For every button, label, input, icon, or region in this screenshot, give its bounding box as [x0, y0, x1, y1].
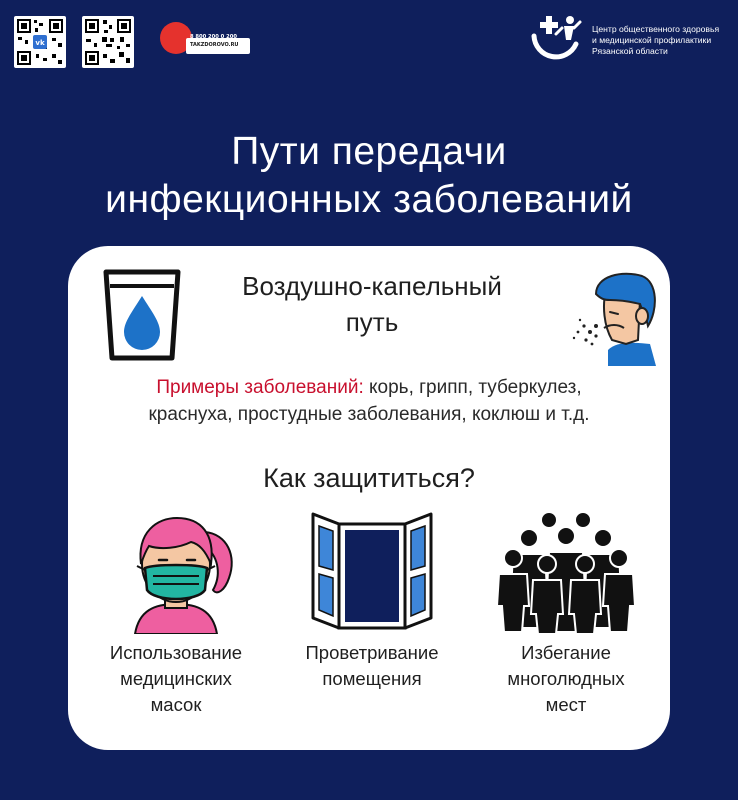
title-line: Пути передачи — [231, 130, 507, 173]
measure-label — [86, 640, 266, 718]
transmission-route — [192, 268, 552, 340]
qr-code — [82, 16, 134, 68]
examples-line — [68, 374, 670, 401]
info-card — [68, 246, 670, 750]
hotline-phone: 8 800 200 0 200 — [190, 34, 237, 40]
sneezing-person-icon — [566, 270, 658, 366]
measure-label-line: медицинских — [120, 668, 232, 689]
measure-label-line: Избегание — [521, 642, 611, 663]
route-line: Воздушно-капельный — [242, 271, 502, 301]
org-name-line: Рязанской области — [592, 46, 668, 56]
measure-label-line: масок — [150, 694, 202, 715]
org-name — [592, 24, 738, 57]
title-line: инфекционных заболеваний — [105, 178, 633, 221]
examples-label: Примеры заболеваний: — [156, 377, 364, 398]
water-glass-icon — [102, 268, 182, 362]
face-mask-icon — [109, 510, 243, 634]
hotline-logo — [160, 22, 252, 56]
protection-heading: Как защититься? — [263, 463, 475, 493]
hotline-site: TAKZDOROVO.RU — [190, 42, 239, 48]
org-name-line: и медицинской профилактики — [592, 35, 712, 45]
crowd-icon — [491, 510, 641, 634]
measure-label-line: многолюдных — [507, 668, 625, 689]
org-name-line: Центр общественного здоровья — [592, 24, 720, 34]
measure-label — [476, 640, 656, 718]
route-line: путь — [345, 307, 399, 337]
examples-text: корь, грипп, туберкулез, — [363, 377, 582, 398]
page-title — [0, 128, 738, 224]
measure-label-line: помещения — [322, 668, 422, 689]
measure-label-line: Проветривание — [305, 642, 439, 663]
measure-label-line: мест — [545, 694, 587, 715]
org-logo-icon — [526, 10, 586, 64]
svg-text:vk: vk — [35, 39, 45, 47]
measure-ventilation — [282, 510, 462, 692]
open-window-icon — [305, 510, 439, 634]
examples-line: краснуха, простудные заболевания, коклюш и т.д. — [148, 404, 590, 425]
measure-masks — [86, 510, 266, 718]
disease-examples — [68, 374, 670, 428]
measure-label-line: Использование — [109, 642, 243, 663]
measure-avoid-crowds — [476, 510, 656, 718]
qr-code-vk — [14, 16, 66, 68]
measure-label — [282, 640, 462, 692]
